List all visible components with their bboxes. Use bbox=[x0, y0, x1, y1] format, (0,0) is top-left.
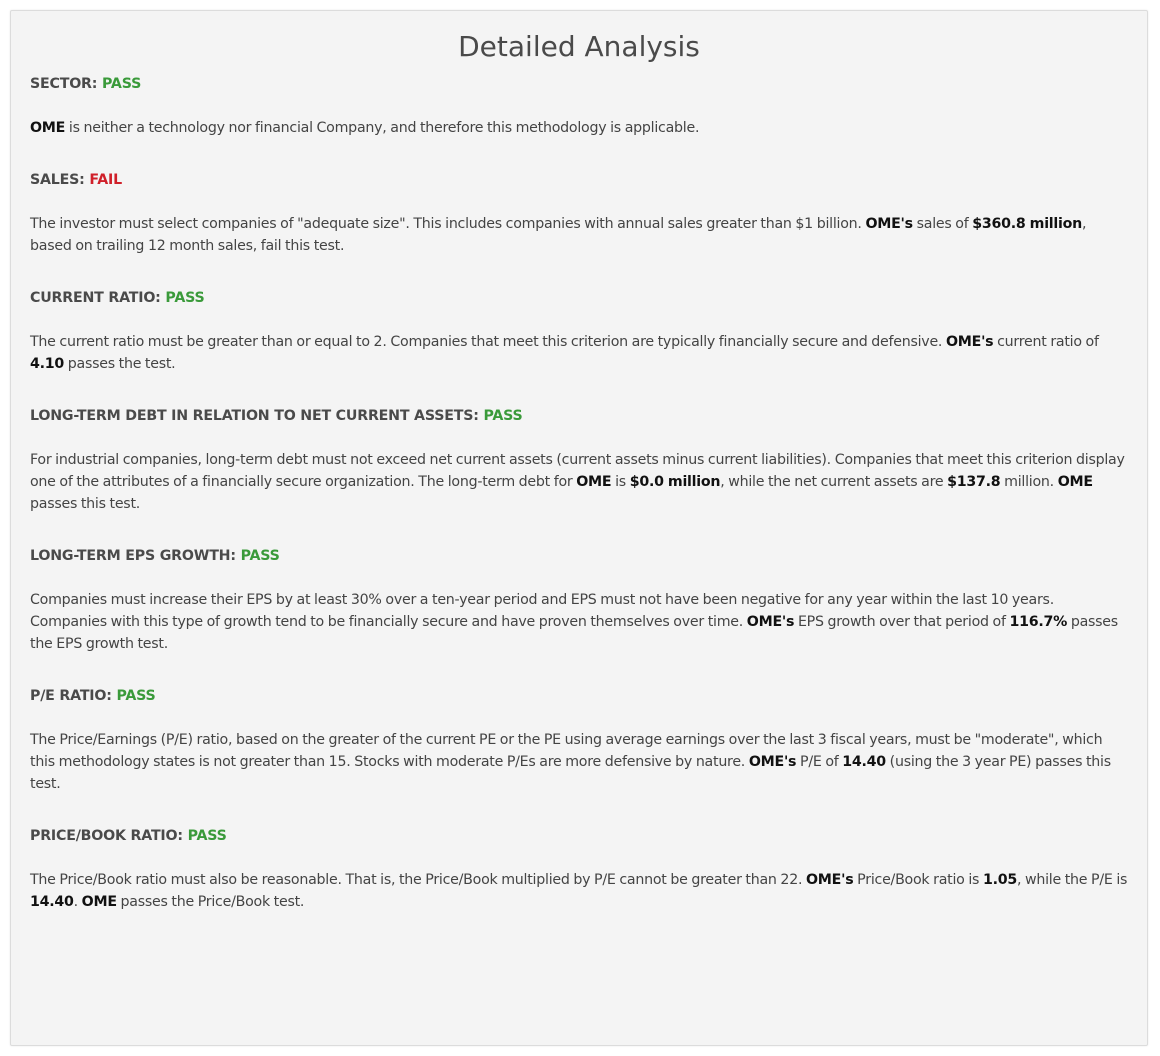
section-body bbox=[30, 449, 1128, 515]
section-heading bbox=[30, 685, 1128, 707]
section-sector bbox=[30, 73, 1128, 139]
heading-label: PRICE/BOOK RATIO: bbox=[30, 828, 183, 844]
metric-value: 116.7% bbox=[1009, 614, 1068, 630]
section-body bbox=[30, 729, 1128, 795]
body-text: is bbox=[611, 474, 630, 490]
body-text: For industrial companies, long-term debt must not exceed net current assets (current assets minus current liabilities). Companies that meet this criterion display one of the attributes of a financially secure organization. The long-term debt for bbox=[30, 452, 1125, 490]
body-text: . bbox=[73, 894, 82, 910]
body-text: passes the Price/Book test. bbox=[116, 894, 305, 910]
section-body bbox=[30, 213, 1128, 257]
body-text: The current ratio must be greater than or equal to 2. Companies that meet this criterion are typically financially secure and defensive. bbox=[30, 334, 946, 350]
heading-label: SECTOR: bbox=[30, 76, 98, 92]
section-heading bbox=[30, 405, 1128, 427]
status-badge: PASS bbox=[187, 828, 227, 844]
body-text: Price/Book ratio is bbox=[853, 872, 983, 888]
body-text: EPS growth over that period of bbox=[794, 614, 1010, 630]
section-heading bbox=[30, 545, 1128, 567]
body-text: passes this test. bbox=[30, 496, 141, 512]
analysis-content bbox=[11, 73, 1147, 913]
body-text: , while the P/E is bbox=[1016, 872, 1128, 888]
heading-label: P/E RATIO: bbox=[30, 688, 112, 704]
metric-value: 1.05 bbox=[982, 872, 1017, 888]
status-badge: PASS bbox=[483, 408, 523, 424]
section-long-term-debt bbox=[30, 405, 1128, 515]
body-text: , based on trailing 12 month sales, fail this test. bbox=[30, 216, 1087, 254]
status-badge: PASS bbox=[165, 290, 205, 306]
section-body bbox=[30, 589, 1128, 655]
body-text: , while the net current assets are bbox=[720, 474, 948, 490]
metric-value: 4.10 bbox=[30, 356, 65, 372]
body-text: Companies must increase their EPS by at least 30% over a ten-year period and EPS must not have been negative for any year within the last 10 years. Companies with this type of growth tend to be financially secure and have proven themselves over time. bbox=[30, 592, 1054, 630]
section-sales bbox=[30, 169, 1128, 257]
body-text: P/E of bbox=[796, 754, 843, 770]
section-body bbox=[30, 117, 1128, 139]
page-title: Detailed Analysis bbox=[458, 30, 700, 63]
company-ticker: OME bbox=[30, 120, 66, 136]
section-heading bbox=[30, 825, 1128, 847]
company-ticker: OME's bbox=[806, 872, 854, 888]
section-current-ratio bbox=[30, 287, 1128, 375]
status-badge: PASS bbox=[240, 548, 280, 564]
body-text: (using the 3 year PE) passes this test. bbox=[30, 754, 1111, 792]
section-body bbox=[30, 331, 1128, 375]
section-price-book-ratio bbox=[30, 825, 1128, 913]
status-badge: FAIL bbox=[89, 172, 122, 188]
company-ticker: OME bbox=[576, 474, 612, 490]
body-text: current ratio of bbox=[993, 334, 1099, 350]
section-pe-ratio bbox=[30, 685, 1128, 795]
company-ticker: OME bbox=[1057, 474, 1093, 490]
metric-value: $137.8 bbox=[947, 474, 1001, 490]
section-body bbox=[30, 869, 1128, 913]
metric-value: 14.40 bbox=[30, 894, 74, 910]
body-text: The Price/Book ratio must also be reasonable. That is, the Price/Book multiplied by P/E cannot be greater than 22. bbox=[30, 872, 806, 888]
metric-value: $0.0 million bbox=[629, 474, 721, 490]
section-heading bbox=[30, 287, 1128, 309]
section-heading bbox=[30, 73, 1128, 95]
section-eps-growth bbox=[30, 545, 1128, 655]
body-text: million. bbox=[1000, 474, 1058, 490]
heading-label: SALES: bbox=[30, 172, 85, 188]
metric-value: 14.40 bbox=[842, 754, 886, 770]
detailed-analysis-panel bbox=[10, 10, 1148, 1046]
status-badge: PASS bbox=[116, 688, 156, 704]
body-text: passes the test. bbox=[64, 356, 176, 372]
heading-label: CURRENT RATIO: bbox=[30, 290, 161, 306]
body-text: is neither a technology nor financial Company, and therefore this methodology is applicable. bbox=[65, 120, 700, 136]
company-ticker: OME's bbox=[945, 334, 994, 350]
metric-value: $360.8 million bbox=[972, 216, 1082, 232]
company-ticker: OME bbox=[81, 894, 117, 910]
body-text: The investor must select companies of "adequate size". This includes companies with annual sales greater than $1 billion. bbox=[30, 216, 866, 232]
body-text: sales of bbox=[912, 216, 973, 232]
company-ticker: OME's bbox=[748, 754, 797, 770]
company-ticker: OME's bbox=[746, 614, 795, 630]
section-heading bbox=[30, 169, 1128, 191]
company-ticker: OME's bbox=[865, 216, 913, 232]
body-text: The Price/Earnings (P/E) ratio, based on the greater of the current PE or the PE using average earnings over the last 3 fiscal years, must be "moderate", which this methodology states is not greater than 15. Stocks with moderate P/Es are more defensive by nature. bbox=[30, 732, 1103, 770]
heading-label: LONG-TERM DEBT IN RELATION TO NET CURRENT ASSETS: bbox=[30, 408, 479, 424]
body-text: passes the EPS growth test. bbox=[30, 614, 1118, 652]
heading-label: LONG-TERM EPS GROWTH: bbox=[30, 548, 236, 564]
status-badge: PASS bbox=[102, 76, 142, 92]
